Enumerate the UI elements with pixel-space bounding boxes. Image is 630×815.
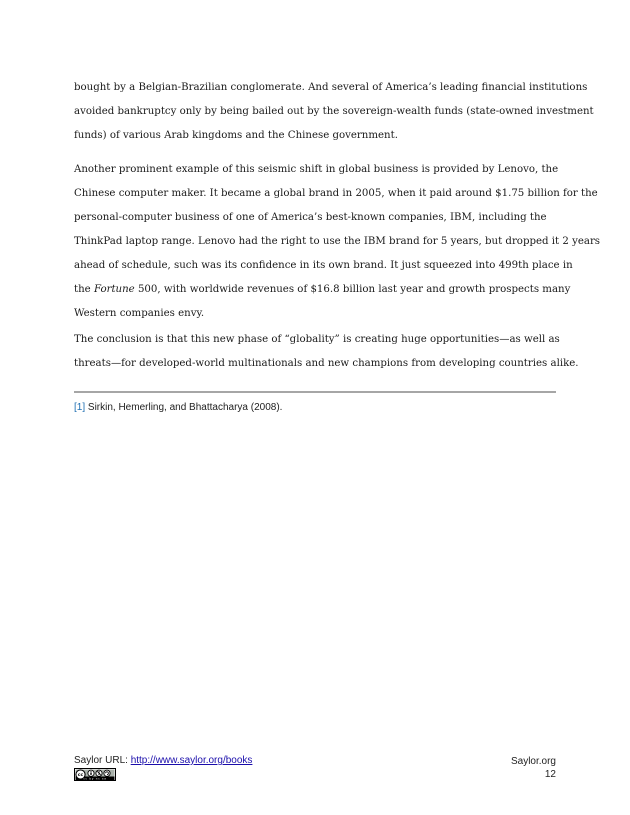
paragraph-line: funds) of various Arab kingdoms and the Chinese government. bbox=[74, 130, 398, 141]
paragraph-line: bought by a Belgian-Brazilian conglomerate. And several of America’s leading financial institutions bbox=[74, 82, 588, 93]
paragraph-line: ahead of schedule, such was its confidence in its own brand. It just squeezed into 499th place in bbox=[74, 260, 573, 271]
body-paragraph-2 bbox=[74, 158, 601, 326]
license-badge-caption bbox=[83, 777, 106, 781]
paragraph-line: The conclusion is that this new phase of “globality” is creating huge opportunities—as well as bbox=[74, 334, 560, 345]
footer-url bbox=[74, 755, 252, 766]
footer-site-info bbox=[511, 755, 556, 781]
line-prefix: the bbox=[74, 284, 94, 295]
paragraph-line: Another prominent example of this seismic shift in global business is provided by Lenovo, the bbox=[74, 164, 559, 175]
page-number: 12 bbox=[544, 769, 556, 780]
paragraph-line: personal-computer business of one of America’s best-known companies, IBM, including the bbox=[74, 212, 547, 223]
footnote bbox=[74, 402, 282, 413]
body-paragraph-3 bbox=[74, 328, 579, 376]
paragraph-line: Chinese computer maker. It became a global brand in 2005, when it paid around $1.75 billion for the bbox=[74, 188, 598, 199]
fortune-magazine-title: Fortune bbox=[93, 284, 135, 295]
svg-text:cc: cc bbox=[77, 773, 84, 779]
footnote-marker-link[interactable]: [1] bbox=[74, 402, 86, 413]
footer-url-label: Saylor URL: bbox=[74, 755, 131, 766]
footnote-divider bbox=[74, 391, 556, 393]
footnote-text: Sirkin, Hemerling, and Bhattacharya (2008). bbox=[85, 402, 283, 413]
paragraph-line: threats—for developed-world multinationals and new champions from developing countries alike. bbox=[74, 358, 579, 369]
saylor-books-link[interactable]: http://www.saylor.org/books bbox=[130, 755, 253, 766]
footer-site-name: Saylor.org bbox=[510, 756, 556, 767]
paragraph-line: avoided bankruptcy only by being bailed out by the sovereign-wealth funds (state-owned investment bbox=[74, 106, 594, 117]
body-paragraph-1 bbox=[74, 76, 594, 148]
creative-commons-license-icon bbox=[74, 768, 116, 781]
license-badge-text: cc by nc sa bbox=[83, 777, 107, 781]
paragraph-line: Western companies envy. bbox=[74, 308, 205, 319]
paragraph-line: ThinkPad laptop range. Lenovo had the right to use the IBM brand for 5 years, but dropped it 2 years bbox=[74, 236, 601, 247]
paragraph-line bbox=[74, 278, 571, 302]
line-suffix: 500, with worldwide revenues of $16.8 billion last year and growth prospects many bbox=[134, 284, 571, 295]
